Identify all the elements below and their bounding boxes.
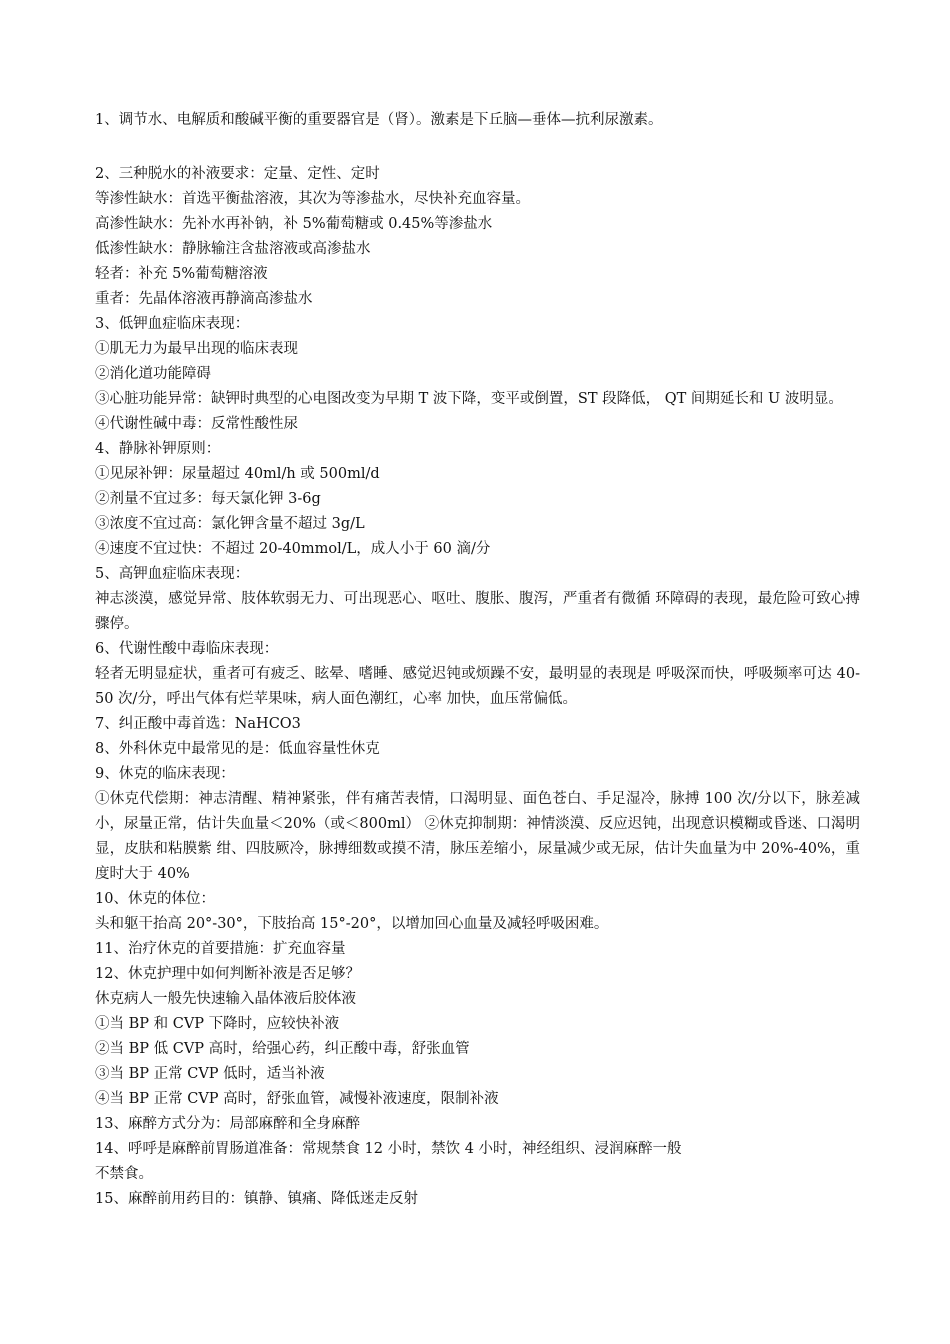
- text-line-31: ①当 BP 和 CVP 下降时，应较快补液: [95, 1016, 340, 1032]
- text-para-21: 轻者无明显症状，重者可有疲乏、眩晕、嗜睡、感觉迟钝或烦躁不安，最明显的表现是 呼吸深而快，呼吸频率可达 40-50 次/分，呼出气体有烂苹果味，病人面色潮红，心率 加快，血压常偏低。: [95, 666, 860, 707]
- text-para-11: ③心脏功能异常：缺钾时典型的心电图改变为早期 T 波下降，变平或倒置，ST 段降低， QT 间期延长和 U 波明显。: [95, 391, 843, 407]
- text-para-25: ①休克代偿期：神志清醒、精神紧张，伴有痛苦表情，口渴明显、面色苍白、手足湿冷，脉搏 100 次/分以下，脉差减小，尿量正常，估计失血量＜20%（或＜800ml） ②休克抑制期：神情淡漠、反应迟钝，出现意识模糊或昏迷、口渴明显，皮肤和粘膜紫 绀、四肢厥冷，脉搏细数或摸不清，脉压差缩小，尿量减少或无尿，估计失血量为中 20%-40%，重度时大于 40%: [95, 791, 860, 882]
- text-line-32: ②当 BP 低 CVP 高时，给强心药，纠正酸中毒，舒张血管: [95, 1041, 470, 1057]
- text-line-16: ③浓度不宜过高：氯化钾含量不超过 3g/L: [95, 516, 365, 532]
- text-line-4: 高渗性缺水：先补水再补钠，补 5%葡萄糖或 0.45%等渗盐水: [95, 216, 493, 232]
- text-line-30: 休克病人一般先快速输入晶体液后胶体液: [95, 991, 356, 1007]
- text-line-28: 11、治疗休克的首要措施：扩充血容量: [95, 941, 346, 957]
- text-line-3: 等渗性缺水：首选平衡盐溶液，其次为等渗盐水，尽快补充血容量。: [95, 191, 530, 207]
- text-line-22: 7、纠正酸中毒首选：NaHCO3: [95, 716, 301, 732]
- text-line-23: 8、外科休克中最常见的是：低血容量性休克: [95, 741, 380, 757]
- text-line-5: 低渗性缺水：静脉输注含盐溶液或高渗盐水: [95, 241, 371, 257]
- text-line-18: 5、高钾血症临床表现：: [95, 566, 250, 582]
- text-line-14: ①见尿补钾：尿量超过 40ml/h 或 500ml/d: [95, 466, 380, 482]
- text-line-10: ②消化道功能障碍: [95, 366, 211, 382]
- text-line-35: 13、麻醉方式分为：局部麻醉和全身麻醉: [95, 1116, 360, 1132]
- text-line-34: ④当 BP 正常 CVP 高时，舒张血管，减慢补液速度，限制补液: [95, 1091, 499, 1107]
- document-body: [95, 108, 860, 1212]
- text-line-20: 6、代谢性酸中毒临床表现：: [95, 641, 279, 657]
- text-line-27: 头和躯干抬高 20°-30°，下肢抬高 15°-20°，以增加回心血量及减轻呼吸困难。: [95, 916, 609, 932]
- text-line-36: 14、呼呼是麻醉前胃肠道准备：常规禁食 12 小时，禁饮 4 小时，神经组织、浸润麻醉一般: [95, 1141, 682, 1157]
- text-line-24: 9、休克的临床表现：: [95, 766, 235, 782]
- blank-line: [95, 133, 860, 162]
- text-line-12: ④代谢性碱中毒：反常性酸性尿: [95, 416, 298, 432]
- text-line-7: 重者：先晶体溶液再静滴高渗盐水: [95, 291, 313, 307]
- text-line-38: 15、麻醉前用药目的：镇静、镇痛、降低迷走反射: [95, 1191, 418, 1207]
- text-line-13: 4、静脉补钾原则：: [95, 441, 221, 457]
- text-line-17: ④速度不宜过快：不超过 20-40mmol/L，成人小于 60 滴/分: [95, 541, 491, 557]
- text-para-19: 神志淡漠，感觉异常、肢体软弱无力、可出现恶心、呕吐、腹胀、腹泻，严重者有微循 环障碍的表现，最危险可致心搏骤停。: [95, 591, 860, 632]
- text-line-26: 10、休克的体位：: [95, 891, 215, 907]
- text-line-37: 不禁食。: [95, 1166, 153, 1182]
- text-line-15: ②剂量不宜过多：每天氯化钾 3-6g: [95, 491, 321, 507]
- text-line-6: 轻者：补充 5%葡萄糖溶液: [95, 266, 268, 282]
- text-line-2: 2、三种脱水的补液要求：定量、定性、定时: [95, 166, 380, 182]
- text-line-1: 1、调节水、电解质和酸碱平衡的重要器官是（肾）。激素是下丘脑—垂体—抗利尿激素。: [95, 112, 663, 128]
- text-line-9: ①肌无力为最早出现的临床表现: [95, 341, 298, 357]
- text-line-33: ③当 BP 正常 CVP 低时，适当补液: [95, 1066, 325, 1082]
- text-line-8: 3、低钾血症临床表现：: [95, 316, 250, 332]
- text-line-29: 12、休克护理中如何判断补液是否足够？: [95, 966, 360, 982]
